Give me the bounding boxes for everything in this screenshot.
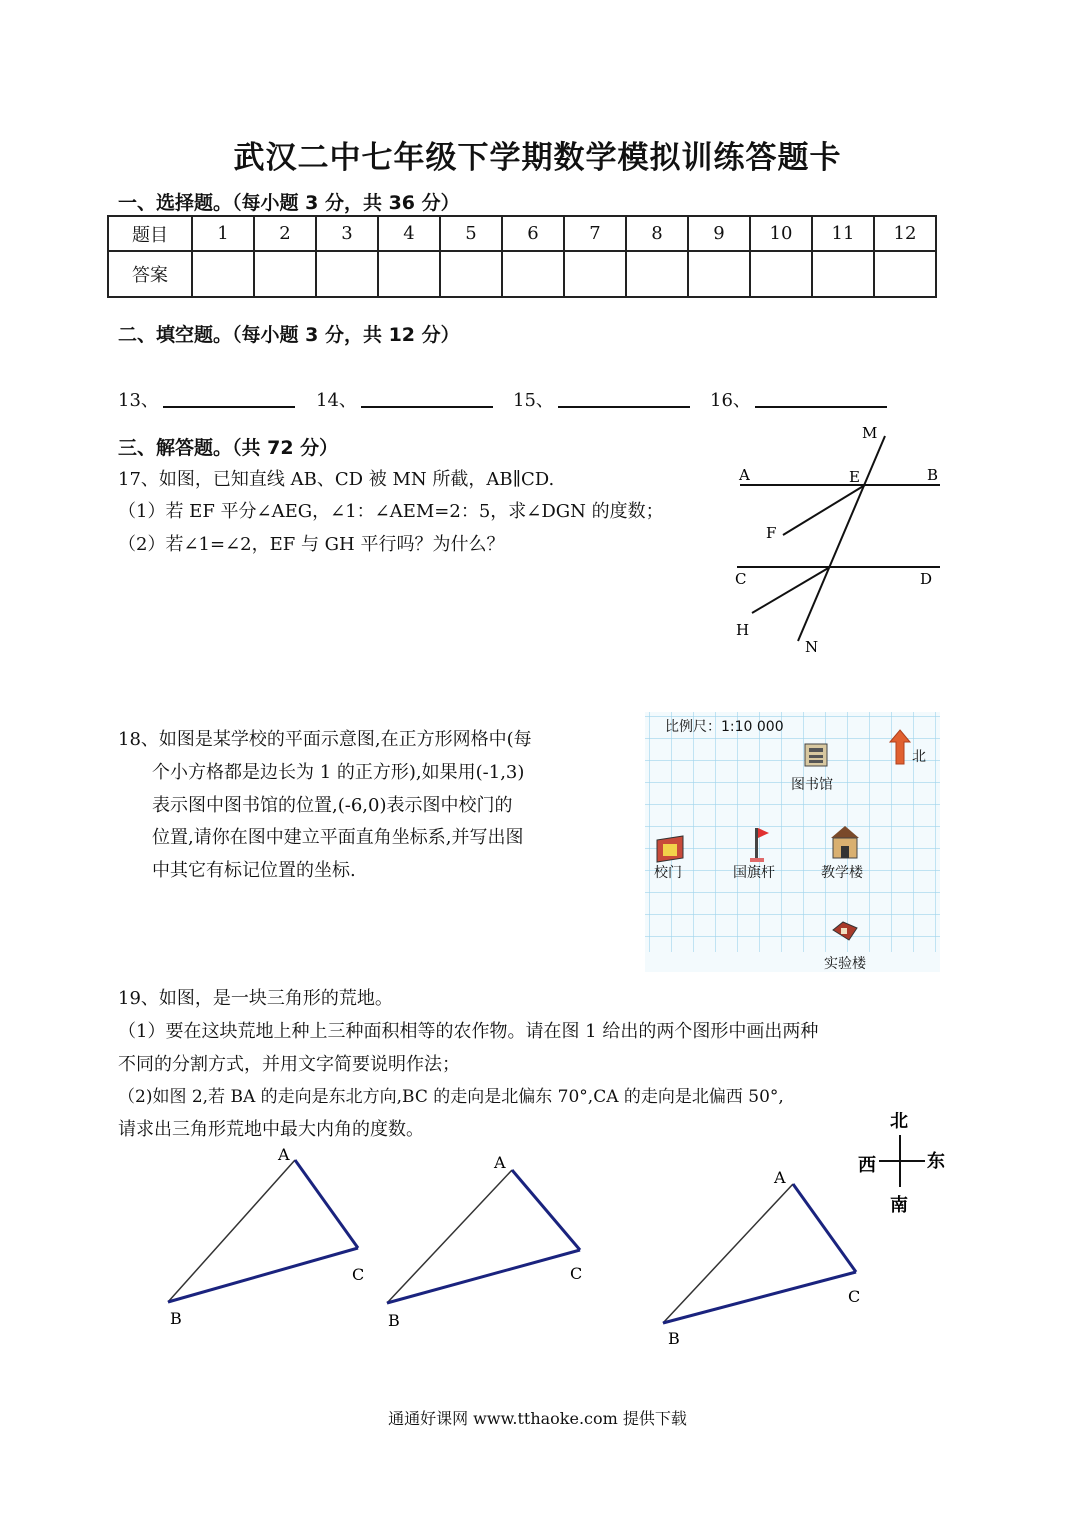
point-label-h: H bbox=[736, 621, 750, 639]
answer-cell[interactable] bbox=[254, 251, 316, 297]
answer-cell[interactable] bbox=[440, 251, 502, 297]
row-label-answer: 答案 bbox=[108, 251, 192, 297]
q19-part2-line2: 请求出三角形荒地中最大内角的度数。 bbox=[118, 1119, 424, 1140]
fill-blank-15 bbox=[513, 386, 690, 412]
point-label-n: N bbox=[805, 638, 819, 656]
question-number: 7 bbox=[564, 216, 626, 251]
answer-blank[interactable] bbox=[361, 388, 493, 408]
answer-cell[interactable] bbox=[316, 251, 378, 297]
q18-line: 中其它有标记位置的坐标. bbox=[152, 860, 356, 881]
section-2-heading: 二、填空题。（每小题 3 分，共 12 分） bbox=[118, 324, 460, 346]
q19-triangles bbox=[150, 1140, 910, 1360]
q17-part2: （2）若∠1=∠2，EF 与 GH 平行吗？为什么？ bbox=[118, 534, 505, 555]
vertex-label-b: B bbox=[388, 1311, 400, 1330]
answer-cell[interactable] bbox=[564, 251, 626, 297]
compass-west: 西 bbox=[858, 1155, 876, 1176]
point-label-c: C bbox=[735, 570, 747, 588]
q18-line: 表示图中图书馆的位置,(-6,0)表示图中校门的 bbox=[152, 795, 513, 816]
answer-table bbox=[107, 215, 937, 298]
blank-number: 15、 bbox=[513, 390, 554, 411]
vertex-label-b: B bbox=[170, 1309, 182, 1328]
school-map bbox=[645, 712, 940, 972]
ray-gh bbox=[752, 567, 830, 613]
answer-blank[interactable] bbox=[163, 388, 295, 408]
blank-number: 13、 bbox=[118, 390, 159, 411]
q19-part1-line2: 不同的分割方式，并用文字简要说明作法； bbox=[118, 1054, 460, 1075]
triangle-2 bbox=[387, 1153, 582, 1330]
line-mn bbox=[798, 436, 885, 641]
question-number: 12 bbox=[874, 216, 936, 251]
q18-line: 位置,请你在图中建立平面直角坐标系,并写出图 bbox=[152, 827, 524, 848]
compass-east: 东 bbox=[927, 1151, 945, 1172]
question-number: 3 bbox=[316, 216, 378, 251]
map-label-library: 图书馆 bbox=[791, 777, 833, 793]
fill-blank-16 bbox=[710, 386, 887, 412]
question-number: 4 bbox=[378, 216, 440, 251]
map-label-lab: 实验楼 bbox=[824, 956, 866, 972]
answer-blank[interactable] bbox=[755, 388, 887, 408]
map-label-flagpole: 国旗杆 bbox=[733, 865, 775, 881]
map-grid bbox=[645, 712, 940, 972]
q18-line: 18、如图是某学校的平面示意图,在正方形网格中(每 bbox=[118, 729, 532, 750]
vertex-label-a: A bbox=[278, 1145, 290, 1164]
point-label-d: D bbox=[920, 570, 933, 588]
point-label-e: E bbox=[849, 468, 860, 486]
answer-cell[interactable] bbox=[378, 251, 440, 297]
triangle-3 bbox=[663, 1168, 860, 1348]
question-number: 10 bbox=[750, 216, 812, 251]
compass-south: 南 bbox=[890, 1195, 908, 1216]
map-label-teaching: 教学楼 bbox=[821, 865, 863, 881]
point-label-m: M bbox=[862, 424, 878, 442]
answer-cell[interactable] bbox=[688, 251, 750, 297]
vertex-label-b: B bbox=[668, 1329, 680, 1348]
question-number: 6 bbox=[502, 216, 564, 251]
question-number: 8 bbox=[626, 216, 688, 251]
point-label-a: A bbox=[739, 466, 750, 484]
blank-number: 16、 bbox=[710, 390, 751, 411]
q19-part1-line1: （1）要在这块荒地上种上三种面积相等的农作物。请在图 1 给出的两个图形中画出两种 bbox=[118, 1021, 819, 1042]
gate-icon bbox=[657, 836, 683, 862]
section-3-heading: 三、解答题。（共 72 分） bbox=[118, 437, 339, 459]
answer-cell[interactable] bbox=[750, 251, 812, 297]
vertex-label-c: C bbox=[570, 1264, 583, 1283]
vertex-label-c: C bbox=[352, 1265, 365, 1284]
map-north-label: 北 bbox=[912, 749, 926, 765]
question-number: 1 bbox=[192, 216, 254, 251]
compass-north: 北 bbox=[890, 1111, 908, 1132]
answer-cell[interactable] bbox=[502, 251, 564, 297]
q19-stem: 19、如图，是一块三角形的荒地。 bbox=[118, 988, 393, 1009]
q19-part2-line1: （2)如图 2,若 BA 的走向是东北方向,BC 的走向是北偏东 70°,CA 的走向是北偏西 50°, bbox=[118, 1087, 784, 1107]
page-title: 武汉二中七年级下学期数学模拟训练答题卡 bbox=[233, 140, 842, 176]
map-scale: 比例尺：1:10 000 bbox=[665, 719, 784, 735]
question-number: 11 bbox=[812, 216, 874, 251]
answer-cell[interactable] bbox=[874, 251, 936, 297]
fill-blank-13 bbox=[118, 386, 295, 412]
row-label-question: 题目 bbox=[108, 216, 192, 251]
q17-figure bbox=[725, 418, 955, 663]
blank-number: 14、 bbox=[316, 390, 357, 411]
vertex-label-a: A bbox=[774, 1168, 786, 1187]
answer-cell[interactable] bbox=[812, 251, 874, 297]
section-1-heading: 一、选择题。（每小题 3 分，共 36 分） bbox=[118, 192, 460, 214]
vertex-label-c: C bbox=[848, 1287, 861, 1306]
q18-line: 个小方格都是边长为 1 的正方形),如果用(-1,3) bbox=[152, 762, 525, 783]
answer-blank[interactable] bbox=[558, 388, 690, 408]
table-row-answers bbox=[108, 251, 936, 297]
point-label-f: F bbox=[766, 524, 777, 542]
table-row-questions bbox=[108, 216, 936, 251]
fill-blank-14 bbox=[316, 386, 493, 412]
map-label-gate: 校门 bbox=[654, 865, 682, 881]
triangle-1 bbox=[168, 1145, 364, 1328]
library-icon bbox=[805, 744, 827, 766]
answer-cell[interactable] bbox=[192, 251, 254, 297]
q17-stem: 17、如图，已知直线 AB、CD 被 MN 所截，AB∥CD. bbox=[118, 469, 555, 490]
vertex-label-a: A bbox=[494, 1153, 506, 1172]
question-number: 9 bbox=[688, 216, 750, 251]
question-number: 2 bbox=[254, 216, 316, 251]
answer-cell[interactable] bbox=[626, 251, 688, 297]
point-label-b: B bbox=[927, 466, 939, 484]
question-number: 5 bbox=[440, 216, 502, 251]
q17-part1: （1）若 EF 平分∠AEG，∠1：∠AEM=2：5，求∠DGN 的度数； bbox=[118, 501, 664, 522]
footer-text: 通通好课网 www.tthaoke.com 提供下载 bbox=[388, 1409, 687, 1428]
